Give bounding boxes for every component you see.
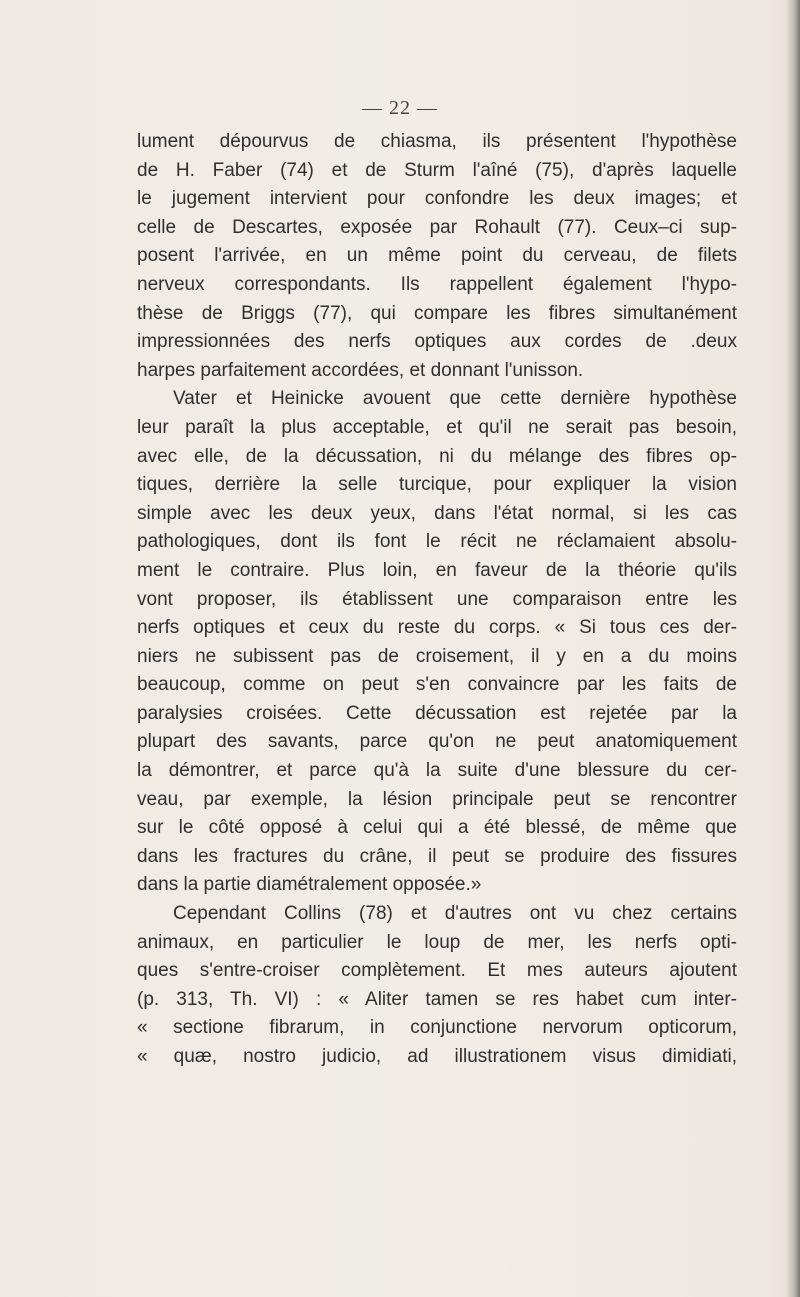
text-line: tiques, derrière la selle turcique, pour expliquer la vision — [137, 474, 737, 496]
text-line: thèse de Briggs (77), qui compare les fibres simultanément — [137, 302, 737, 324]
text-line: avec elle, de la décussation, ni du mélange des fibres op- — [137, 445, 737, 467]
page-edge-shadow — [786, 0, 800, 1297]
text-line: veau, par exemple, la lésion principale peut se rencontrer — [137, 788, 737, 810]
text-line: dans la partie diamétralement opposée.» — [137, 874, 482, 896]
text-line: nerveux correspondants. Ils rappellent également l'hypo- — [137, 273, 737, 295]
text-line: niers ne subissent pas de croisement, il y en a du moins — [137, 645, 737, 667]
text-line: ment le contraire. Plus loin, en faveur de la théorie qu'ils — [137, 559, 737, 581]
text-line: beaucoup, comme on peut s'en convaincre par les faits de — [137, 674, 737, 696]
text-line: leur paraît la plus acceptable, et qu'il ne serait pas besoin, — [137, 416, 737, 438]
text-line: de H. Faber (74) et de Sturm l'aîné (75), d'après laquelle — [137, 159, 737, 181]
text-line: harpes parfaitement accordées, et donnant l'unisson. — [137, 359, 584, 381]
text-line: lument dépourvus de chiasma, ils présentent l'hypothèse — [137, 131, 737, 152]
text-line: plupart des savants, parce qu'on ne peut anatomiquement — [137, 731, 737, 753]
text-line: celle de Descartes, exposée par Rohault (77). Ceux–ci sup- — [137, 216, 737, 238]
text-line: nerfs optiques et ceux du reste du corps. « Si tous ces der- — [137, 617, 737, 639]
text-line: ques s'entre-croiser complètement. Et mes auteurs ajoutent — [137, 960, 737, 982]
text-line: impressionnées des nerfs optiques aux cordes de .deux — [137, 331, 737, 353]
text-line: Cependant Collins (78) et d'autres ont vu chez certains — [173, 903, 737, 925]
text-line: (p. 313, Th. VI) : « Aliter tamen se res habet cum inter- — [137, 988, 737, 1010]
text-line: paralysies croisées. Cette décussation est rejetée par la — [137, 702, 737, 724]
text-line: sur le côté opposé à celui qui a été blessé, de même que — [137, 817, 737, 839]
text-line: « quæ, nostro judicio, ad illustrationem visus dimidiati, — [137, 1046, 737, 1067]
text-line: la démontrer, et parce qu'à la suite d'une blessure du cer- — [137, 760, 737, 782]
text-line: « sectione fibrarum, in conjunctione nervorum opticorum, — [137, 1017, 737, 1039]
text-line: dans les fractures du crâne, il peut se produire des fissures — [137, 845, 737, 867]
text-line: posent l'arrivée, en un même point du cerveau, de filets — [137, 245, 737, 267]
text-line: pathologiques, dont ils font le récit ne réclamaient absolu- — [137, 531, 737, 553]
page-number: — 22 — — [362, 97, 438, 119]
text-line: simple avec les deux yeux, dans l'état normal, si les cas — [137, 502, 737, 524]
text-line: Vater et Heinicke avouent que cette dernière hypothèse — [173, 388, 737, 410]
text-line: animaux, en particulier le loup de mer, les nerfs opti- — [137, 931, 737, 953]
text-line: le jugement intervient pour confondre les deux images; et — [137, 188, 737, 210]
text-line: vont proposer, ils établissent une comparaison entre les — [137, 588, 737, 610]
body-text — [137, 128, 737, 1072]
